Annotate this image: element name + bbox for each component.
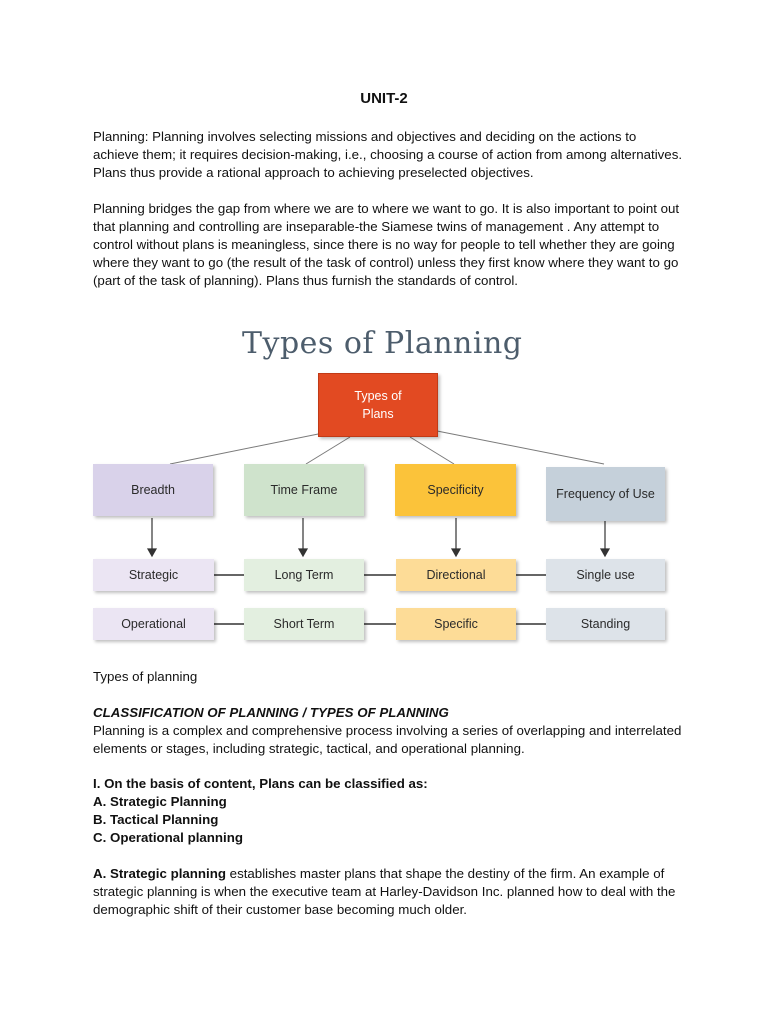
- caption-text: Types of planning: [93, 669, 198, 684]
- node-operational: [93, 608, 214, 640]
- category-breadth: [93, 464, 213, 516]
- types-of-planning-diagram: [92, 322, 676, 657]
- category-frequency-of-use: [546, 467, 665, 521]
- figure-caption: [93, 668, 683, 686]
- list-item: A. Strategic Planning: [93, 793, 227, 809]
- classification-section: [93, 704, 683, 758]
- node-label: Single use: [576, 568, 635, 582]
- section-heading: CLASSIFICATION OF PLANNING / TYPES OF PLANNING: [93, 705, 449, 720]
- intro-paragraph: [93, 128, 683, 182]
- strategic-text: establishes master plans that shape the destiny of the firm. An example of strategic planning is when the executive team at Harley-Davidson Inc. planned how to deal with the demographic shift of their customer base becoming much older.: [93, 866, 676, 917]
- node-single-use: [546, 559, 665, 591]
- arrow-head: [601, 549, 609, 556]
- node-long-term: [244, 559, 364, 591]
- connector-line: [306, 437, 350, 464]
- node-standing: [546, 608, 665, 640]
- root-line-1: Types of: [354, 389, 402, 403]
- node-label: Standing: [580, 617, 631, 631]
- list-item: C. Operational planning: [93, 829, 243, 845]
- category-label: Frequency of Use: [556, 487, 655, 501]
- root-node: [318, 373, 438, 437]
- second-paragraph: [93, 200, 683, 290]
- list-intro: I. On the basis of content, Plans can be classified as:: [93, 776, 428, 791]
- classification-list: [93, 775, 683, 847]
- node-directional: [396, 559, 516, 591]
- connector-line: [432, 430, 604, 464]
- arrow-head: [148, 549, 156, 556]
- category-label: Specificity: [427, 483, 484, 497]
- strategic-lead: A. Strategic planning: [93, 866, 226, 881]
- category-time-frame: [244, 464, 364, 516]
- node-label: Strategic: [128, 568, 179, 582]
- list-item: B. Tactical Planning: [93, 811, 219, 827]
- connector-line: [170, 430, 338, 464]
- diagram-title: Types of Planning: [242, 326, 523, 361]
- category-specificity: [395, 464, 516, 516]
- connector-line: [410, 437, 454, 464]
- strategic-planning-paragraph: [93, 865, 683, 919]
- node-label: Specific: [434, 617, 478, 631]
- node-label: Short Term: [273, 617, 335, 631]
- arrow-head: [452, 549, 460, 556]
- category-label: Time Frame: [270, 483, 338, 497]
- node-strategic: [93, 559, 214, 591]
- node-specific: [396, 608, 516, 640]
- section-text: Planning is a complex and comprehensive process involving a series of overlapping and interrelated elements or stages, including strategic, tactical, and operational planning.: [93, 722, 682, 756]
- arrow-head: [299, 549, 307, 556]
- document-title: UNIT-2: [360, 90, 408, 107]
- node-short-term: [244, 608, 364, 640]
- root-line-2: Plans: [362, 407, 394, 421]
- node-label: Long Term: [274, 568, 334, 582]
- node-label: Operational: [121, 617, 186, 631]
- paragraph-text: Planning: Planning involves selecting missions and objectives and deciding on the actions to achieve them; it requires decision-making, i.e., choosing a course of action from among alternatives. Plans thus provide a rational approach to achieving preselected objectives.: [93, 129, 683, 180]
- node-label: Directional: [426, 568, 486, 582]
- category-label: Breadth: [131, 483, 175, 497]
- paragraph-text: Planning bridges the gap from where we are to where we want to go. It is also important to point out that planning and controlling are inseparable-the Siamese twins of management . Any attempt to control without plans is meaningless, since there is no way for people to tell whether they are going where they want to go (the result of the task of control) unless they first know where they want to go (part of the task of planning). Plans thus furnish the standards of control.: [93, 201, 680, 288]
